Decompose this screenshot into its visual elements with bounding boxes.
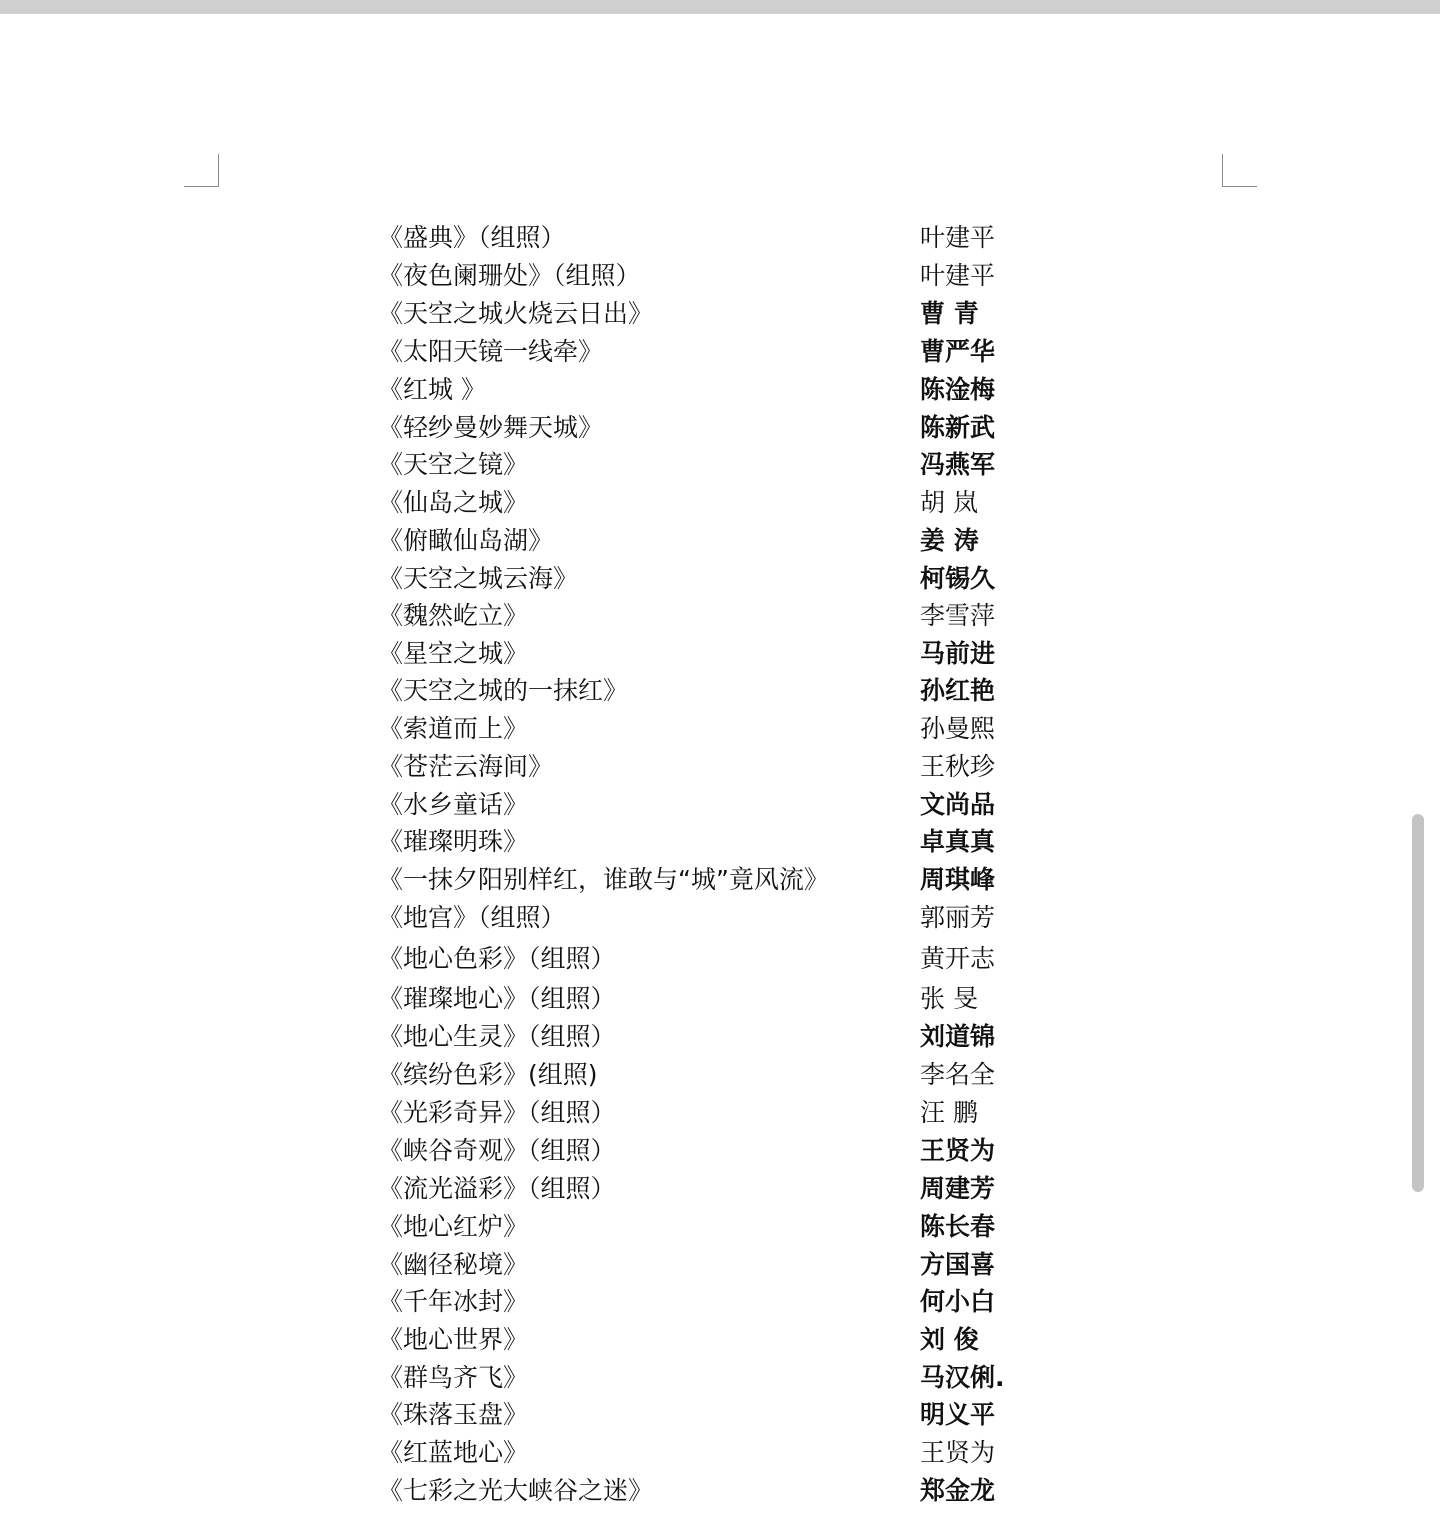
work-title: 《盛典》（组照） (378, 223, 566, 252)
vertical-scrollbar[interactable] (1412, 814, 1424, 1192)
author-name: 孙曼熙 (920, 714, 996, 743)
work-title: 《地心红炉》 (378, 1212, 529, 1241)
work-title: 《千年冰封》 (378, 1287, 529, 1316)
list-item (0, 786, 1440, 824)
author-name: 叶建平 (920, 261, 996, 290)
work-title: 《轻纱曼妙舞天城》 (378, 413, 604, 442)
list-item (0, 861, 1440, 899)
author-name: 周琪峰 (920, 865, 996, 894)
work-title: 《星空之城》 (378, 639, 529, 668)
work-title: 《红城 》 (378, 375, 486, 404)
list-item (0, 635, 1440, 673)
work-title: 《群鸟齐飞》 (378, 1363, 529, 1392)
list-item (0, 823, 1440, 861)
author-name: 黄开志 (920, 944, 996, 973)
work-title: 《地心世界》 (378, 1325, 529, 1354)
author-name: 方国喜 (920, 1250, 996, 1279)
work-title: 《光彩奇异》（组照） (378, 1098, 616, 1127)
author-name: 柯锡久 (920, 564, 996, 593)
work-title: 《流光溢彩》（组照） (378, 1174, 616, 1203)
author-name: 马汉俐. (920, 1363, 1005, 1392)
author-name: 王秋珍 (920, 752, 996, 781)
author-name: 文尚品 (920, 790, 996, 819)
list-item (0, 1018, 1440, 1056)
work-title: 《夜色阑珊处》（组照） (378, 261, 641, 290)
list-item (0, 1056, 1440, 1094)
author-name: 王贤为 (920, 1438, 996, 1467)
author-name: 陈新武 (920, 413, 996, 442)
list-item (0, 446, 1440, 484)
list-item (0, 899, 1440, 937)
author-name: 郭丽芳 (920, 903, 996, 932)
list-item (0, 1321, 1440, 1359)
work-title: 《魏然屹立》 (378, 601, 529, 630)
author-name: 叶建平 (920, 223, 996, 252)
list-item (0, 560, 1440, 598)
author-name: 马前进 (920, 639, 996, 668)
author-name: 曹严华 (920, 337, 996, 366)
work-title: 《太阳天镜一线牵》 (378, 337, 604, 366)
work-title: 《俯瞰仙岛湖》 (378, 526, 554, 555)
list-item (0, 295, 1440, 333)
list-item (0, 672, 1440, 710)
work-title: 《璀璨明珠》 (378, 827, 529, 856)
author-name: 汪 鹏 (920, 1098, 978, 1127)
author-name: 刘道锦 (920, 1022, 996, 1051)
author-name: 陈淦梅 (920, 375, 996, 404)
author-name: 姜 涛 (920, 526, 979, 555)
list-item (0, 257, 1440, 295)
work-title: 《天空之城的一抹红》 (378, 676, 629, 705)
author-name: 李名全 (920, 1060, 996, 1089)
author-name: 冯燕军 (920, 450, 996, 479)
work-title: 《苍茫云海间》 (378, 752, 554, 781)
list-item (0, 522, 1440, 560)
author-name: 陈长春 (920, 1212, 996, 1241)
list-item (0, 1132, 1440, 1170)
list-item (0, 1094, 1440, 1132)
author-name: 胡 岚 (920, 488, 978, 517)
author-name: 刘 俊 (920, 1325, 979, 1354)
list-item (0, 710, 1440, 748)
work-title: 《峡谷奇观》（组照） (378, 1136, 616, 1165)
author-name: 孙红艳 (920, 676, 996, 705)
work-title: 《璀璨地心》（组照） (378, 984, 616, 1013)
list-item (0, 1472, 1440, 1510)
list-item (0, 333, 1440, 371)
author-name: 张 旻 (920, 984, 978, 1013)
work-title: 《七彩之光大峡谷之迷》 (378, 1476, 654, 1505)
work-title: 《索道而上》 (378, 714, 529, 743)
list-item (0, 980, 1440, 1018)
list-item (0, 1246, 1440, 1284)
list-item (0, 1208, 1440, 1246)
work-title: 《地宫》（组照） (378, 903, 566, 932)
author-name: 周建芳 (920, 1174, 996, 1203)
author-name: 王贤为 (920, 1136, 996, 1165)
work-title: 《幽径秘境》 (378, 1250, 529, 1279)
list-item (0, 748, 1440, 786)
work-title: 《珠落玉盘》 (378, 1400, 529, 1429)
author-name: 明义平 (920, 1400, 996, 1429)
author-name: 曹 青 (920, 299, 979, 328)
work-title: 《地心色彩》（组照） (378, 944, 616, 973)
work-title: 《天空之镜》 (378, 450, 529, 479)
list-item (0, 1283, 1440, 1321)
list-item (0, 1396, 1440, 1434)
list-item (0, 484, 1440, 522)
list-item (0, 597, 1440, 635)
list-item (0, 219, 1440, 257)
work-title: 《天空之城云海》 (378, 564, 579, 593)
list-item (0, 371, 1440, 409)
list-item (0, 409, 1440, 447)
author-name: 郑金龙 (920, 1476, 996, 1505)
work-title: 《水乡童话》 (378, 790, 529, 819)
author-name: 卓真真 (920, 827, 996, 856)
list-item (0, 1359, 1440, 1397)
author-name: 李雪萍 (920, 601, 996, 630)
author-name: 何小白 (920, 1287, 996, 1316)
work-title: 《仙岛之城》 (378, 488, 529, 517)
work-title: 《天空之城火烧云日出》 (378, 299, 654, 328)
list-item (0, 1434, 1440, 1472)
list-item (0, 940, 1440, 978)
work-title: 《缤纷色彩》(组照) (378, 1060, 598, 1089)
list-item (0, 1170, 1440, 1208)
work-title: 《地心生灵》（组照） (378, 1022, 616, 1051)
work-title: 《一抹夕阳别样红，谁敢与“城”竟风流》 (378, 865, 829, 894)
work-title: 《红蓝地心》 (378, 1438, 529, 1467)
